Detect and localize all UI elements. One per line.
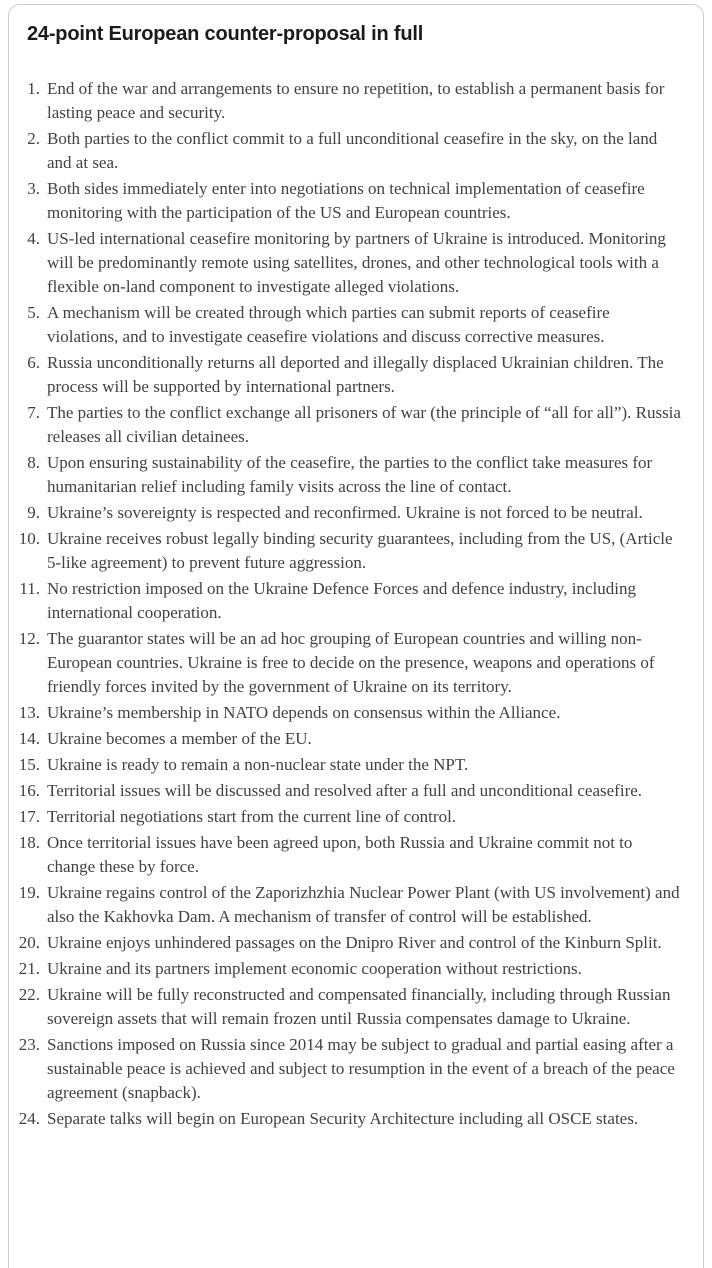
item-text: Ukraine’s sovereignty is respected and reconfirmed. Ukraine is not forced to be neutral.: [47, 503, 643, 522]
item-number: 3.: [27, 179, 40, 198]
item-number: 17.: [18, 807, 40, 826]
item-text: Territorial negotiations start from the current line of control.: [47, 807, 457, 826]
item-text: Ukraine’s membership in NATO depends on consensus within the Alliance.: [47, 703, 561, 722]
item-text: A mechanism will be created through which parties can submit reports of ceasefire violations, and to investigate ceasefire violations and discuss corrective measures.: [47, 303, 610, 346]
item-number: 7.: [27, 403, 40, 422]
list-item: [13, 451, 683, 499]
item-number: 5.: [27, 303, 40, 322]
list-item: [13, 301, 683, 349]
item-number: 16.: [18, 781, 40, 800]
item-number: 8.: [27, 453, 40, 472]
list-item: [13, 1033, 683, 1105]
list-item: [13, 127, 683, 175]
item-text: Russia unconditionally returns all deported and illegally displaced Ukrainian children. The process will be supported by international partners.: [47, 353, 664, 396]
list-item: [13, 779, 683, 803]
list-item: [13, 805, 683, 829]
list-item: [13, 701, 683, 725]
item-number: 1.: [27, 79, 40, 98]
item-text: Upon ensuring sustainability of the ceasefire, the parties to the conflict take measures for humanitarian relief including family visits across the line of contact.: [47, 453, 653, 496]
item-number: 21.: [18, 959, 40, 978]
item-text: Both parties to the conflict commit to a full unconditional ceasefire in the sky, on the land and at sea.: [47, 129, 658, 172]
item-text: End of the war and arrangements to ensure no repetition, to establish a permanent basis for lasting peace and security.: [47, 79, 665, 122]
list-item: [13, 527, 683, 575]
item-number: 2.: [27, 129, 40, 148]
card-title: 24-point European counter-proposal in full: [27, 23, 424, 45]
list-item: [13, 577, 683, 625]
list-item: [13, 831, 683, 879]
item-text: Once territorial issues have been agreed upon, both Russia and Ukraine commit not to change these by force.: [47, 833, 633, 876]
proposal-card: [8, 4, 704, 1268]
item-number: 20.: [18, 933, 40, 952]
item-text: Sanctions imposed on Russia since 2014 may be subject to gradual and partial easing after a sustainable peace is achieved and subject to resumption in the event of a breach of the peace agreement (snapback).: [47, 1035, 675, 1102]
item-number: 12.: [18, 629, 40, 648]
item-number: 14.: [18, 729, 40, 748]
item-text: US-led international ceasefire monitoring by partners of Ukraine is introduced. Monitoring will be predominantly remote using satellites, drones, and other technological tools with a flexible on-land component to investigate alleged violations.: [47, 229, 666, 296]
list-item: [13, 727, 683, 751]
item-number: 19.: [18, 883, 40, 902]
item-text: Ukraine is ready to remain a non-nuclear state under the NPT.: [47, 755, 469, 774]
list-item: [13, 177, 683, 225]
item-number: 15.: [18, 755, 40, 774]
item-number: 23.: [18, 1035, 40, 1054]
item-number: 6.: [27, 353, 40, 372]
item-number: 10.: [18, 529, 40, 548]
list-item: [13, 753, 683, 777]
list-item: [13, 77, 683, 125]
list-item: [13, 227, 683, 299]
list-item: [13, 401, 683, 449]
item-text: Ukraine enjoys unhindered passages on the Dnipro River and control of the Kinburn Split.: [47, 933, 662, 952]
item-text: The guarantor states will be an ad hoc grouping of European countries and willing non-European countries. Ukraine is free to decide on the presence, weapons and operations of friendly forces invited by the government of Ukraine on its territory.: [47, 629, 655, 696]
item-number: 22.: [18, 985, 40, 1004]
item-text: Ukraine and its partners implement economic cooperation without restrictions.: [47, 959, 582, 978]
item-number: 4.: [27, 229, 40, 248]
list-item: [13, 627, 683, 699]
item-number: 9.: [27, 503, 40, 522]
list-item: [13, 881, 683, 929]
item-number: 24.: [18, 1109, 40, 1128]
item-text: Separate talks will begin on European Security Architecture including all OSCE states.: [47, 1109, 639, 1128]
item-number: 18.: [18, 833, 40, 852]
list-item: [13, 501, 683, 525]
item-number: 13.: [18, 703, 40, 722]
item-text: No restriction imposed on the Ukraine Defence Forces and defence industry, including international cooperation.: [47, 579, 636, 622]
list-item: [13, 1107, 683, 1131]
list-item: [13, 351, 683, 399]
item-text: Ukraine receives robust legally binding security guarantees, including from the US, (Article 5-like agreement) to prevent future aggression.: [47, 529, 673, 572]
item-text: Both sides immediately enter into negotiations on technical implementation of ceasefire monitoring with the participation of the US and European countries.: [47, 179, 645, 222]
item-text: Territorial issues will be discussed and resolved after a full and unconditional ceasefire.: [47, 781, 643, 800]
list-item: [13, 931, 683, 955]
item-text: Ukraine regains control of the Zaporizhzhia Nuclear Power Plant (with US involvement) and also the Kakhovka Dam. A mechanism of transfer of control will be established.: [47, 883, 680, 926]
item-text: Ukraine will be fully reconstructed and compensated financially, including through Russian sovereign assets that will remain frozen until Russia compensates damage to Ukraine.: [47, 985, 671, 1028]
proposal-list: [13, 77, 683, 1131]
list-item: [13, 983, 683, 1031]
list-item: [13, 957, 683, 981]
item-text: The parties to the conflict exchange all prisoners of war (the principle of “all for all”). Russia releases all civilian detainees.: [47, 403, 681, 446]
item-text: Ukraine becomes a member of the EU.: [47, 729, 312, 748]
item-number: 11.: [19, 579, 40, 598]
